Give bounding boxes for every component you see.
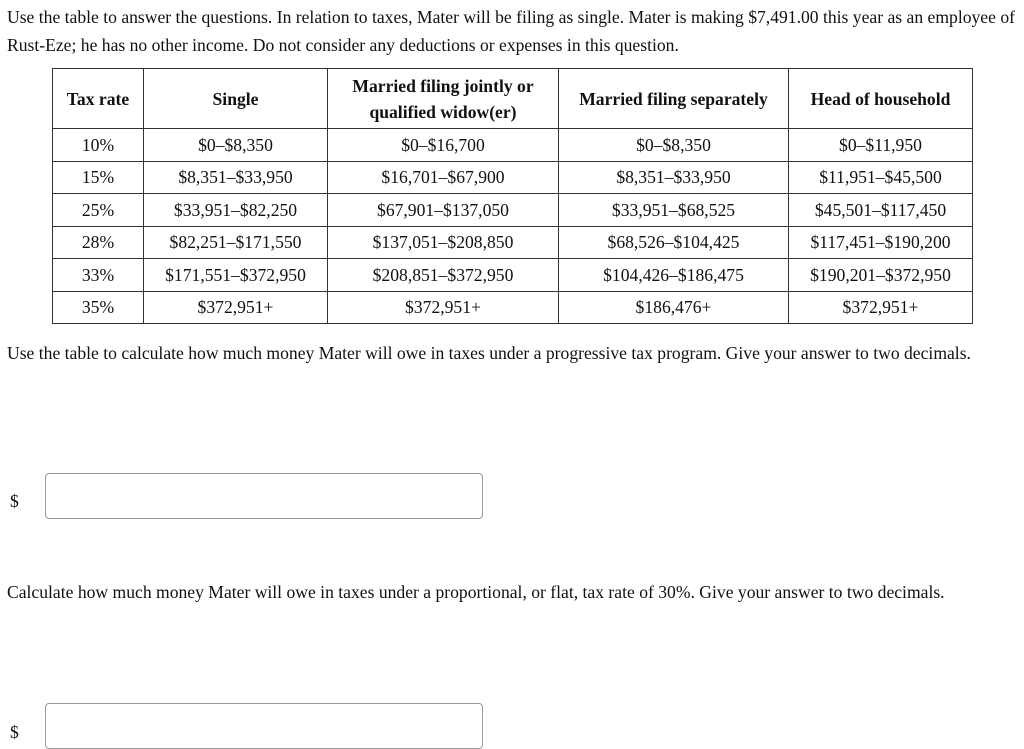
cell-head-of-household: $11,951–$45,500 <box>789 161 973 194</box>
header-married-jointly: Married filing jointly or qualified widow(er) <box>328 69 559 129</box>
cell-tax-rate: 33% <box>53 259 144 292</box>
table-row <box>53 129 973 162</box>
table-row <box>53 291 973 324</box>
cell-head-of-household: $0–$11,950 <box>789 129 973 162</box>
header-head-of-household: Head of household <box>789 69 973 129</box>
currency-symbol: $ <box>10 491 19 511</box>
table-header-row <box>53 69 973 129</box>
flat-tax-answer-input[interactable] <box>45 703 483 749</box>
cell-married-jointly: $16,701–$67,900 <box>328 161 559 194</box>
cell-tax-rate: 10% <box>53 129 144 162</box>
tax-bracket-table <box>52 68 973 324</box>
cell-head-of-household: $45,501–$117,450 <box>789 194 973 227</box>
cell-single: $171,551–$372,950 <box>144 259 328 292</box>
cell-married-jointly: $372,951+ <box>328 291 559 324</box>
cell-married-separately: $8,351–$33,950 <box>559 161 789 194</box>
cell-married-jointly: $208,851–$372,950 <box>328 259 559 292</box>
intro-text: Use the table to answer the questions. In relation to taxes, Mater will be filing as single. Mater is making $7,491.00 this year as an employee of Rust-Eze; he has no other income. Do not consider any deductions or expenses in this question. <box>7 7 1015 55</box>
cell-tax-rate: 15% <box>53 161 144 194</box>
cell-single: $372,951+ <box>144 291 328 324</box>
progressive-tax-answer-input[interactable] <box>45 473 483 519</box>
cell-married-jointly: $67,901–$137,050 <box>328 194 559 227</box>
question-flat-tax: Calculate how much money Mater will owe in taxes under a proportional, or flat, tax rate of 30%. Give your answer to two decimals. <box>7 582 945 602</box>
cell-married-separately: $33,951–$68,525 <box>559 194 789 227</box>
table-row <box>53 161 973 194</box>
header-tax-rate: Tax rate <box>53 69 144 129</box>
cell-head-of-household: $117,451–$190,200 <box>789 226 973 259</box>
header-single: Single <box>144 69 328 129</box>
cell-married-jointly: $0–$16,700 <box>328 129 559 162</box>
cell-tax-rate: 25% <box>53 194 144 227</box>
cell-married-separately: $104,426–$186,475 <box>559 259 789 292</box>
cell-single: $82,251–$171,550 <box>144 226 328 259</box>
cell-single: $8,351–$33,950 <box>144 161 328 194</box>
cell-single: $33,951–$82,250 <box>144 194 328 227</box>
table-row <box>53 194 973 227</box>
question-progressive-tax: Use the table to calculate how much money Mater will owe in taxes under a progressive tax program. Give your answer to two decimals. <box>7 343 971 363</box>
table-row <box>53 259 973 292</box>
cell-married-separately: $68,526–$104,425 <box>559 226 789 259</box>
cell-tax-rate: 35% <box>53 291 144 324</box>
cell-married-separately: $186,476+ <box>559 291 789 324</box>
currency-symbol: $ <box>10 722 19 742</box>
cell-tax-rate: 28% <box>53 226 144 259</box>
cell-married-jointly: $137,051–$208,850 <box>328 226 559 259</box>
table-row <box>53 226 973 259</box>
cell-single: $0–$8,350 <box>144 129 328 162</box>
header-married-separately: Married filing separately <box>559 69 789 129</box>
cell-head-of-household: $372,951+ <box>789 291 973 324</box>
cell-head-of-household: $190,201–$372,950 <box>789 259 973 292</box>
cell-married-separately: $0–$8,350 <box>559 129 789 162</box>
